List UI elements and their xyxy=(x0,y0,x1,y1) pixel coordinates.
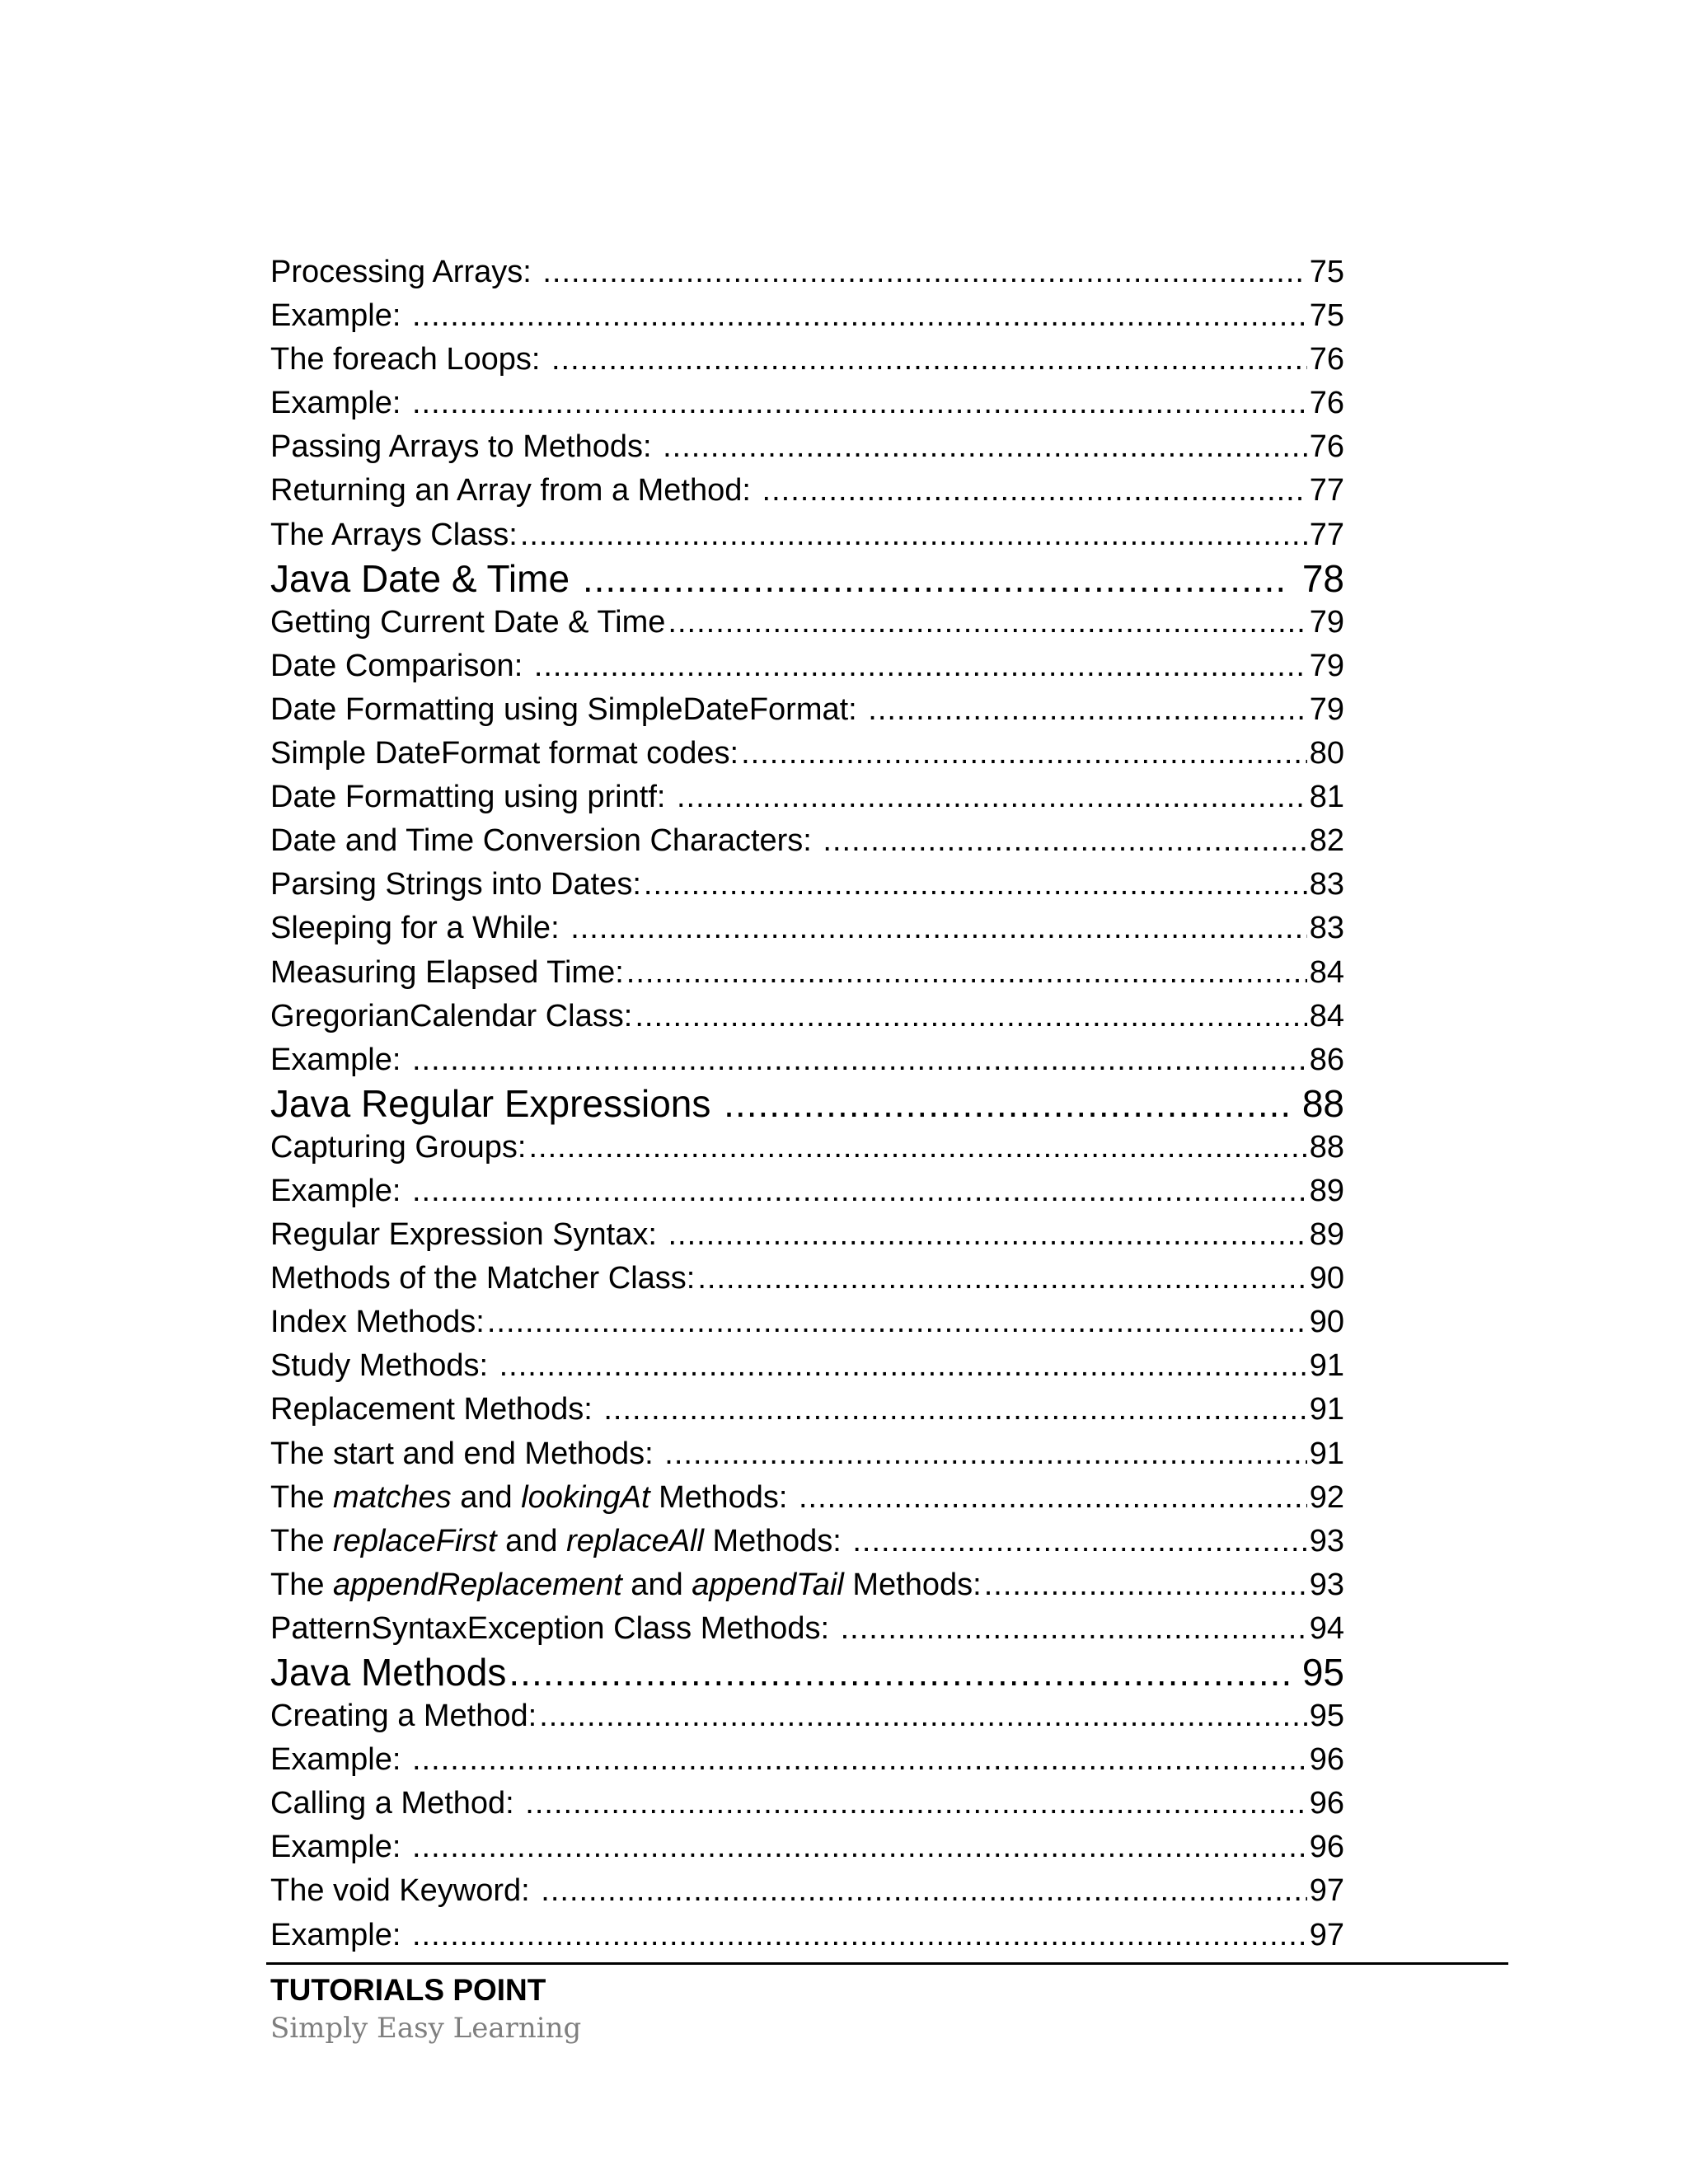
toc-title-part: Returning an Array from a Method: xyxy=(270,473,760,509)
toc-title-italic-part: appendTail xyxy=(692,1567,844,1602)
toc-entry-title xyxy=(270,1651,506,1694)
toc-title-italic-part: appendReplacement xyxy=(333,1567,622,1602)
toc-section-entry[interactable] xyxy=(270,1257,1344,1301)
toc-entry-title xyxy=(270,1738,410,1782)
toc-title-part: Date Formatting using SimpleDateFormat: xyxy=(270,691,866,727)
footer-divider xyxy=(266,1962,1508,1965)
toc-dot-leader xyxy=(868,688,1306,732)
toc-dot-leader xyxy=(412,1169,1307,1213)
toc-title-part: Example: xyxy=(270,1742,410,1778)
toc-dot-leader xyxy=(823,819,1306,863)
toc-section-entry[interactable] xyxy=(270,776,1344,819)
toc-title-part: The xyxy=(270,1567,334,1602)
toc-section-entry[interactable] xyxy=(270,1169,1344,1213)
toc-section-entry[interactable] xyxy=(270,1563,1344,1607)
toc-title-part: The void Keyword: xyxy=(270,1873,539,1909)
toc-title-part: GregorianCalendar Class: xyxy=(270,998,633,1033)
toc-page-number: 77 xyxy=(1309,473,1344,509)
toc-page-number: 97 xyxy=(1309,1917,1344,1952)
toc-dot-leader xyxy=(741,732,1307,776)
toc-title-part: Date Comparison: xyxy=(270,648,532,683)
toc-page-number: 86 xyxy=(1309,1042,1344,1077)
toc-title-part: and xyxy=(621,1567,692,1602)
toc-entry-title xyxy=(270,601,665,644)
toc-entry-title xyxy=(270,688,865,732)
toc-title-part: Date and Time Conversion Characters: xyxy=(270,823,821,859)
toc-dot-leader xyxy=(762,469,1307,513)
toc-section-entry[interactable] xyxy=(270,819,1344,863)
toc-page-number: 75 xyxy=(1309,255,1344,289)
toc-title-part: and xyxy=(451,1479,522,1515)
toc-dot-leader xyxy=(852,1520,1306,1563)
toc-dot-leader xyxy=(697,1257,1306,1301)
toc-section-entry[interactable] xyxy=(270,907,1344,950)
toc-entry-title xyxy=(270,338,549,382)
toc-title-part: PatternSyntaxException Class Methods: xyxy=(270,1610,838,1646)
toc-dot-leader xyxy=(603,1388,1306,1432)
toc-title-part: The xyxy=(270,1523,334,1558)
toc-page-number: 76 xyxy=(1309,429,1344,465)
toc-dot-leader xyxy=(534,644,1307,688)
toc-section-entry[interactable] xyxy=(270,1301,1344,1344)
toc-title-part: and xyxy=(496,1523,567,1558)
toc-entry-title xyxy=(270,776,674,819)
toc-title-part: Passing Arrays to Methods: xyxy=(270,429,661,465)
toc-page-number: 91 xyxy=(1309,1436,1344,1471)
toc-entry-title xyxy=(270,1388,601,1432)
toc-dot-leader xyxy=(412,1825,1307,1869)
toc-page-number: 77 xyxy=(1309,517,1344,552)
toc-page-number: 79 xyxy=(1309,648,1344,683)
toc-title-part: Index Methods: xyxy=(270,1305,485,1340)
toc-dot-leader xyxy=(570,907,1307,950)
toc-section-entry[interactable] xyxy=(270,1738,1344,1782)
toc-entry-title xyxy=(270,1825,410,1869)
toc-title-part: Calling a Method: xyxy=(270,1786,523,1821)
toc-entry-title xyxy=(270,1257,695,1301)
toc-page-number: 76 xyxy=(1309,342,1344,377)
toc-section-entry[interactable] xyxy=(270,1432,1344,1476)
toc-title-part: Example: xyxy=(270,1917,410,1952)
toc-page-number: 75 xyxy=(1309,298,1344,334)
toc-chapter-entry[interactable] xyxy=(270,557,1344,601)
footer-brand: TUTORIALS POINT xyxy=(270,1973,546,2007)
toc-dot-leader xyxy=(542,251,1306,294)
toc-section-entry[interactable] xyxy=(270,951,1344,995)
toc-page-number: 93 xyxy=(1309,1523,1344,1558)
toc-dot-leader xyxy=(529,1126,1307,1169)
toc-title-part: Example: xyxy=(270,1173,410,1208)
toc-entry-title xyxy=(270,819,820,863)
toc-dot-leader xyxy=(984,1563,1307,1607)
toc-dot-leader xyxy=(412,1914,1307,1957)
toc-section-entry[interactable] xyxy=(270,1213,1344,1257)
toc-entry-title xyxy=(270,995,632,1038)
toc-title-part: Methods: xyxy=(649,1479,796,1515)
toc-section-entry[interactable] xyxy=(270,601,1344,644)
toc-entry-title xyxy=(270,251,540,294)
toc-title-italic-part: replaceFirst xyxy=(333,1523,497,1558)
toc-section-entry[interactable] xyxy=(270,1914,1344,1957)
toc-dot-leader xyxy=(644,863,1307,907)
toc-title-part: Measuring Elapsed Time: xyxy=(270,954,624,990)
toc-title-part: Creating a Method: xyxy=(270,1699,537,1734)
toc-title-part: Example: xyxy=(270,1042,410,1077)
toc-dot-leader xyxy=(841,1607,1307,1651)
toc-section-entry[interactable] xyxy=(270,995,1344,1038)
toc-title-part: Example: xyxy=(270,386,410,421)
toc-entry-title xyxy=(270,1782,523,1825)
toc-dot-leader xyxy=(499,1344,1307,1388)
toc-title-part: Java Date & Time xyxy=(270,556,580,600)
toc-page-number: 79 xyxy=(1309,604,1344,640)
toc-section-entry[interactable] xyxy=(270,1388,1344,1432)
toc-page-number: 84 xyxy=(1309,998,1344,1033)
toc-dot-leader xyxy=(668,601,1306,644)
toc-title-part: The start and end Methods: xyxy=(270,1436,663,1471)
toc-title-part: Example: xyxy=(270,1830,410,1865)
toc-title-part: Date Formatting using printf: xyxy=(270,780,674,815)
toc-page-number: 80 xyxy=(1309,736,1344,771)
toc-page-number: 78 xyxy=(1292,556,1344,600)
toc-entry-title xyxy=(270,1432,662,1476)
toc-title-part: The foreach Loops: xyxy=(270,342,549,377)
toc-dot-leader xyxy=(677,776,1307,819)
toc-page-number: 91 xyxy=(1309,1348,1344,1384)
toc-dot-leader xyxy=(583,557,1289,601)
toc-title-part: Replacement Methods: xyxy=(270,1392,602,1427)
toc-dot-leader xyxy=(541,1869,1306,1913)
toc-entry-title xyxy=(270,557,580,601)
toc-entry-title xyxy=(270,425,660,469)
toc-section-entry[interactable] xyxy=(270,732,1344,776)
toc-section-entry[interactable] xyxy=(270,338,1344,382)
toc-section-entry[interactable] xyxy=(270,382,1344,425)
toc-page-number: 96 xyxy=(1309,1786,1344,1821)
toc-title-italic-part: replaceAll xyxy=(566,1523,704,1558)
toc-page-number: 93 xyxy=(1309,1567,1344,1602)
toc-dot-leader xyxy=(525,1782,1306,1825)
toc-entry-title xyxy=(270,382,410,425)
toc-section-entry[interactable] xyxy=(270,251,1344,294)
toc-section-entry[interactable] xyxy=(270,1782,1344,1825)
toc-title-part: Example: xyxy=(270,298,410,334)
toc-page-number: 83 xyxy=(1309,911,1344,946)
toc-title-part: Parsing Strings into Dates: xyxy=(270,867,641,902)
toc-entry-title xyxy=(270,732,738,776)
toc-dot-leader xyxy=(539,1694,1307,1738)
toc-section-entry[interactable] xyxy=(270,469,1344,513)
toc-page-number: 97 xyxy=(1309,1873,1344,1909)
toc-dot-leader xyxy=(487,1301,1307,1344)
toc-entry-title xyxy=(270,863,641,907)
toc-title-part: Java Methods xyxy=(270,1651,507,1694)
toc-title-part: The Arrays Class: xyxy=(270,517,518,552)
footer-tagline: Simply Easy Learning xyxy=(270,2012,582,2045)
toc-dot-leader xyxy=(724,1082,1289,1126)
toc-dot-leader xyxy=(520,513,1307,557)
toc-page-number: 95 xyxy=(1309,1699,1344,1734)
toc-section-entry[interactable] xyxy=(270,1869,1344,1913)
toc-section-entry[interactable] xyxy=(270,1344,1344,1388)
toc-entry-title xyxy=(270,1520,850,1563)
toc-section-entry[interactable] xyxy=(270,1520,1344,1563)
toc-dot-leader xyxy=(412,294,1307,338)
toc-entry-title xyxy=(270,644,532,688)
toc-title-part: Capturing Groups: xyxy=(270,1129,527,1165)
toc-page-number: 96 xyxy=(1309,1742,1344,1778)
toc-page-number: 88 xyxy=(1309,1129,1344,1165)
toc-section-entry[interactable] xyxy=(270,1126,1344,1169)
toc-title-part: Study Methods: xyxy=(270,1348,497,1384)
toc-dot-leader xyxy=(509,1651,1289,1694)
toc-dot-leader xyxy=(551,338,1307,382)
toc-page-number: 89 xyxy=(1309,1217,1344,1253)
table-of-contents xyxy=(270,251,1344,1957)
toc-entry-title xyxy=(270,1914,410,1957)
toc-entry-title xyxy=(270,513,518,557)
toc-page-number: 82 xyxy=(1309,823,1344,859)
toc-entry-title xyxy=(270,1607,838,1651)
toc-dot-leader xyxy=(668,1213,1306,1257)
toc-page-number: 84 xyxy=(1309,954,1344,990)
toc-title-part: Getting Current Date & Time xyxy=(270,604,666,640)
toc-title-part: Methods: xyxy=(703,1523,851,1558)
toc-dot-leader xyxy=(412,382,1307,425)
toc-title-italic-part: lookingAt xyxy=(521,1479,650,1515)
toc-entry-title xyxy=(270,294,410,338)
toc-entry-title xyxy=(270,1213,665,1257)
toc-page-number: 88 xyxy=(1292,1081,1344,1125)
toc-entry-title xyxy=(270,1869,538,1913)
toc-title-part: Methods: xyxy=(843,1567,982,1602)
toc-section-entry[interactable] xyxy=(270,1694,1344,1738)
toc-dot-leader xyxy=(635,995,1306,1038)
toc-section-entry[interactable] xyxy=(270,513,1344,557)
toc-page-number: 83 xyxy=(1309,867,1344,902)
toc-dot-leader xyxy=(663,425,1307,469)
toc-dot-leader xyxy=(626,951,1307,995)
toc-entry-title xyxy=(270,1301,485,1344)
toc-entry-title xyxy=(270,1126,527,1169)
toc-title-part: Java Regular Expressions xyxy=(270,1081,722,1125)
toc-page-number: 90 xyxy=(1309,1261,1344,1296)
toc-entry-title xyxy=(270,1082,721,1126)
toc-page-number: 76 xyxy=(1309,386,1344,421)
toc-chapter-entry[interactable] xyxy=(270,1651,1344,1694)
toc-chapter-entry[interactable] xyxy=(270,1082,1344,1126)
toc-entry-title xyxy=(270,1563,982,1607)
toc-page-number: 95 xyxy=(1292,1651,1344,1694)
toc-title-part: Regular Expression Syntax: xyxy=(270,1217,666,1253)
toc-entry-title xyxy=(270,1694,537,1738)
toc-section-entry[interactable] xyxy=(270,1607,1344,1651)
toc-section-entry[interactable] xyxy=(270,688,1344,732)
toc-entry-title xyxy=(270,951,624,995)
toc-page-number: 79 xyxy=(1309,691,1344,727)
toc-entry-title xyxy=(270,1476,796,1520)
toc-section-entry[interactable] xyxy=(270,425,1344,469)
toc-page-number: 81 xyxy=(1309,780,1344,815)
toc-page-number: 91 xyxy=(1309,1392,1344,1427)
toc-entry-title xyxy=(270,1038,410,1082)
toc-dot-leader xyxy=(799,1476,1307,1520)
toc-page-number: 96 xyxy=(1309,1830,1344,1865)
toc-title-italic-part: matches xyxy=(333,1479,452,1515)
toc-section-entry[interactable] xyxy=(270,1825,1344,1869)
toc-page-number: 92 xyxy=(1309,1479,1344,1515)
toc-entry-title xyxy=(270,1344,497,1388)
toc-page-number: 94 xyxy=(1309,1610,1344,1646)
toc-dot-leader xyxy=(664,1432,1306,1476)
toc-title-part: Methods of the Matcher Class: xyxy=(270,1261,696,1296)
toc-title-part: Processing Arrays: xyxy=(270,255,541,289)
toc-entry-title xyxy=(270,469,760,513)
toc-section-entry[interactable] xyxy=(270,863,1344,907)
toc-section-entry[interactable] xyxy=(270,644,1344,688)
toc-dot-leader xyxy=(412,1738,1307,1782)
toc-entry-title xyxy=(270,1169,410,1213)
toc-title-part: Simple DateFormat format codes: xyxy=(270,736,739,771)
toc-section-entry[interactable] xyxy=(270,1038,1344,1082)
toc-page-number: 89 xyxy=(1309,1173,1344,1208)
toc-dot-leader xyxy=(412,1038,1307,1082)
toc-title-part: Sleeping for a While: xyxy=(270,911,569,946)
toc-section-entry[interactable] xyxy=(270,1476,1344,1520)
toc-title-part: The xyxy=(270,1479,334,1515)
toc-entry-title xyxy=(270,907,568,950)
toc-page-number: 90 xyxy=(1309,1305,1344,1340)
toc-section-entry[interactable] xyxy=(270,294,1344,338)
